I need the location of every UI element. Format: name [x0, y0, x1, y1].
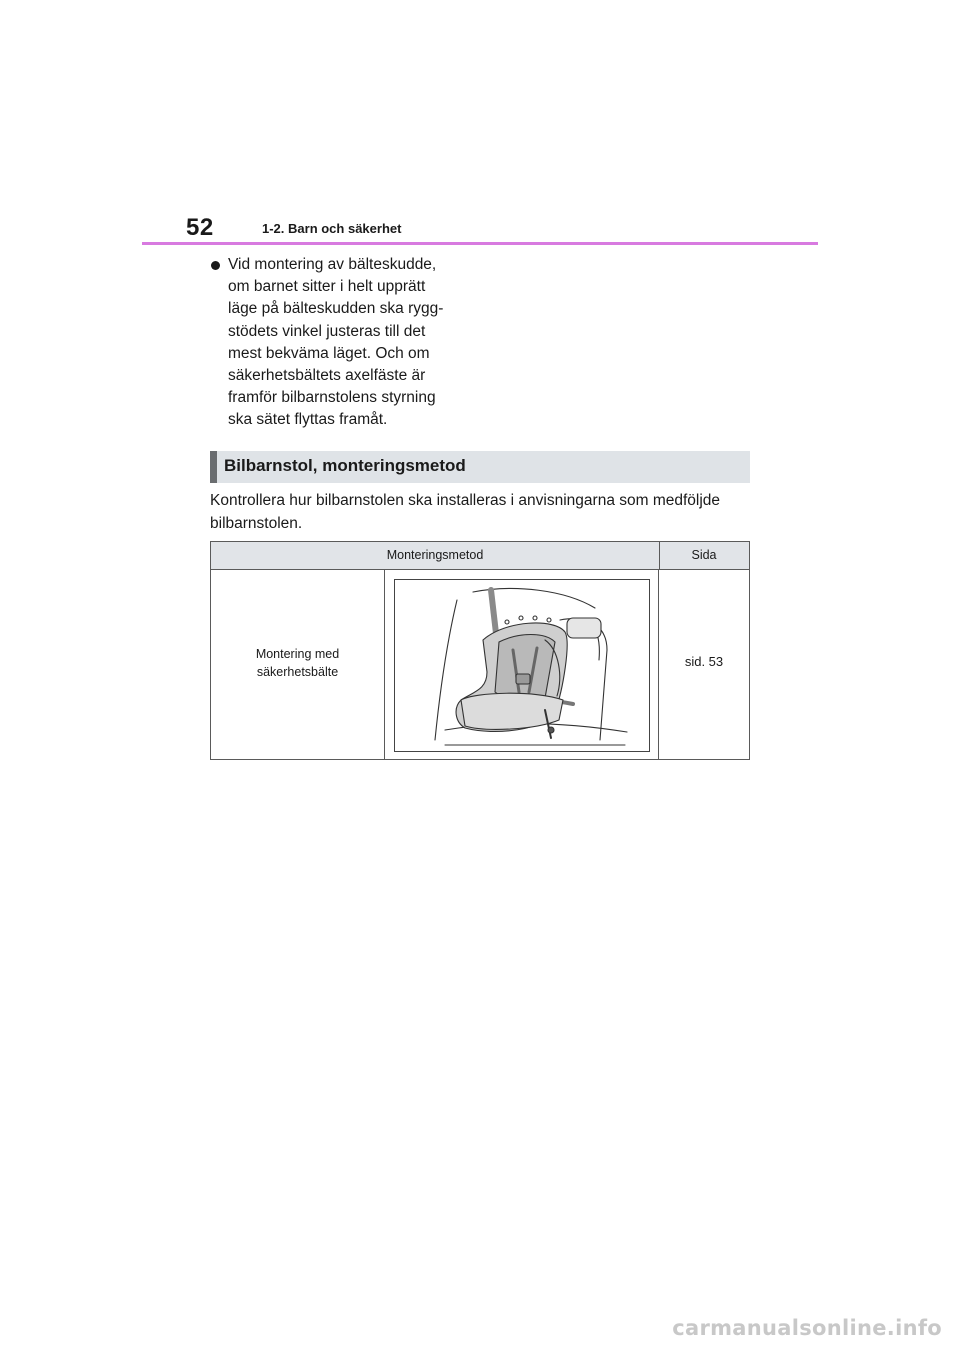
child-seat-illustration: [394, 579, 650, 752]
illustration-cell: [385, 570, 659, 759]
method-line: säkerhetsbälte: [256, 665, 339, 679]
intro-line: Kontrollera hur bilbarnstolen ska installeras i anvisningarna som medföljde: [210, 492, 721, 509]
section-heading: Bilbarnstol, monteringsmetod: [224, 456, 466, 475]
bullet-text: [228, 254, 478, 432]
method-cell: [211, 570, 385, 759]
bullet-line: säkerhetsbältets axelfäste är: [228, 367, 426, 385]
header-divider: [142, 242, 818, 245]
watermark: carmanualsonline.info: [672, 1316, 942, 1340]
bullet-line: om barnet sitter i helt upprätt: [228, 278, 426, 296]
bullet-line: ska sätet flyttas framåt.: [228, 411, 388, 429]
table-header: [211, 542, 749, 570]
bullet-line: stödets vinkel justeras till det: [228, 322, 426, 340]
child-seat-seatbelt-icon: [395, 580, 649, 751]
column-header-method: Monteringsmetod: [211, 542, 660, 569]
bullet-line: mest bekväma läget. Och om: [228, 344, 430, 362]
intro-paragraph: [210, 490, 770, 535]
method-line: Montering med: [255, 647, 340, 661]
column-header-page: Sida: [691, 548, 717, 562]
bullet-line: läge på bälteskudden ska rygg-: [228, 300, 444, 318]
bullet-line: framför bilbarnstolens styrning: [228, 389, 436, 407]
section-title: 1-2. Barn och säkerhet: [262, 221, 402, 236]
bullet-line: Vid montering av bälteskudde,: [228, 256, 437, 273]
mounting-method-table: [210, 541, 750, 760]
method-text: [211, 645, 384, 681]
page-reference[interactable]: sid. 53: [684, 654, 724, 669]
bullet-dot-icon: [211, 261, 220, 270]
table-row: [211, 570, 749, 759]
page-cell: [659, 570, 749, 759]
heading-accent: [210, 451, 217, 483]
page-number: 52: [186, 214, 214, 241]
section-heading-bar: [210, 451, 750, 483]
intro-line: bilbarnstolen.: [210, 514, 303, 532]
